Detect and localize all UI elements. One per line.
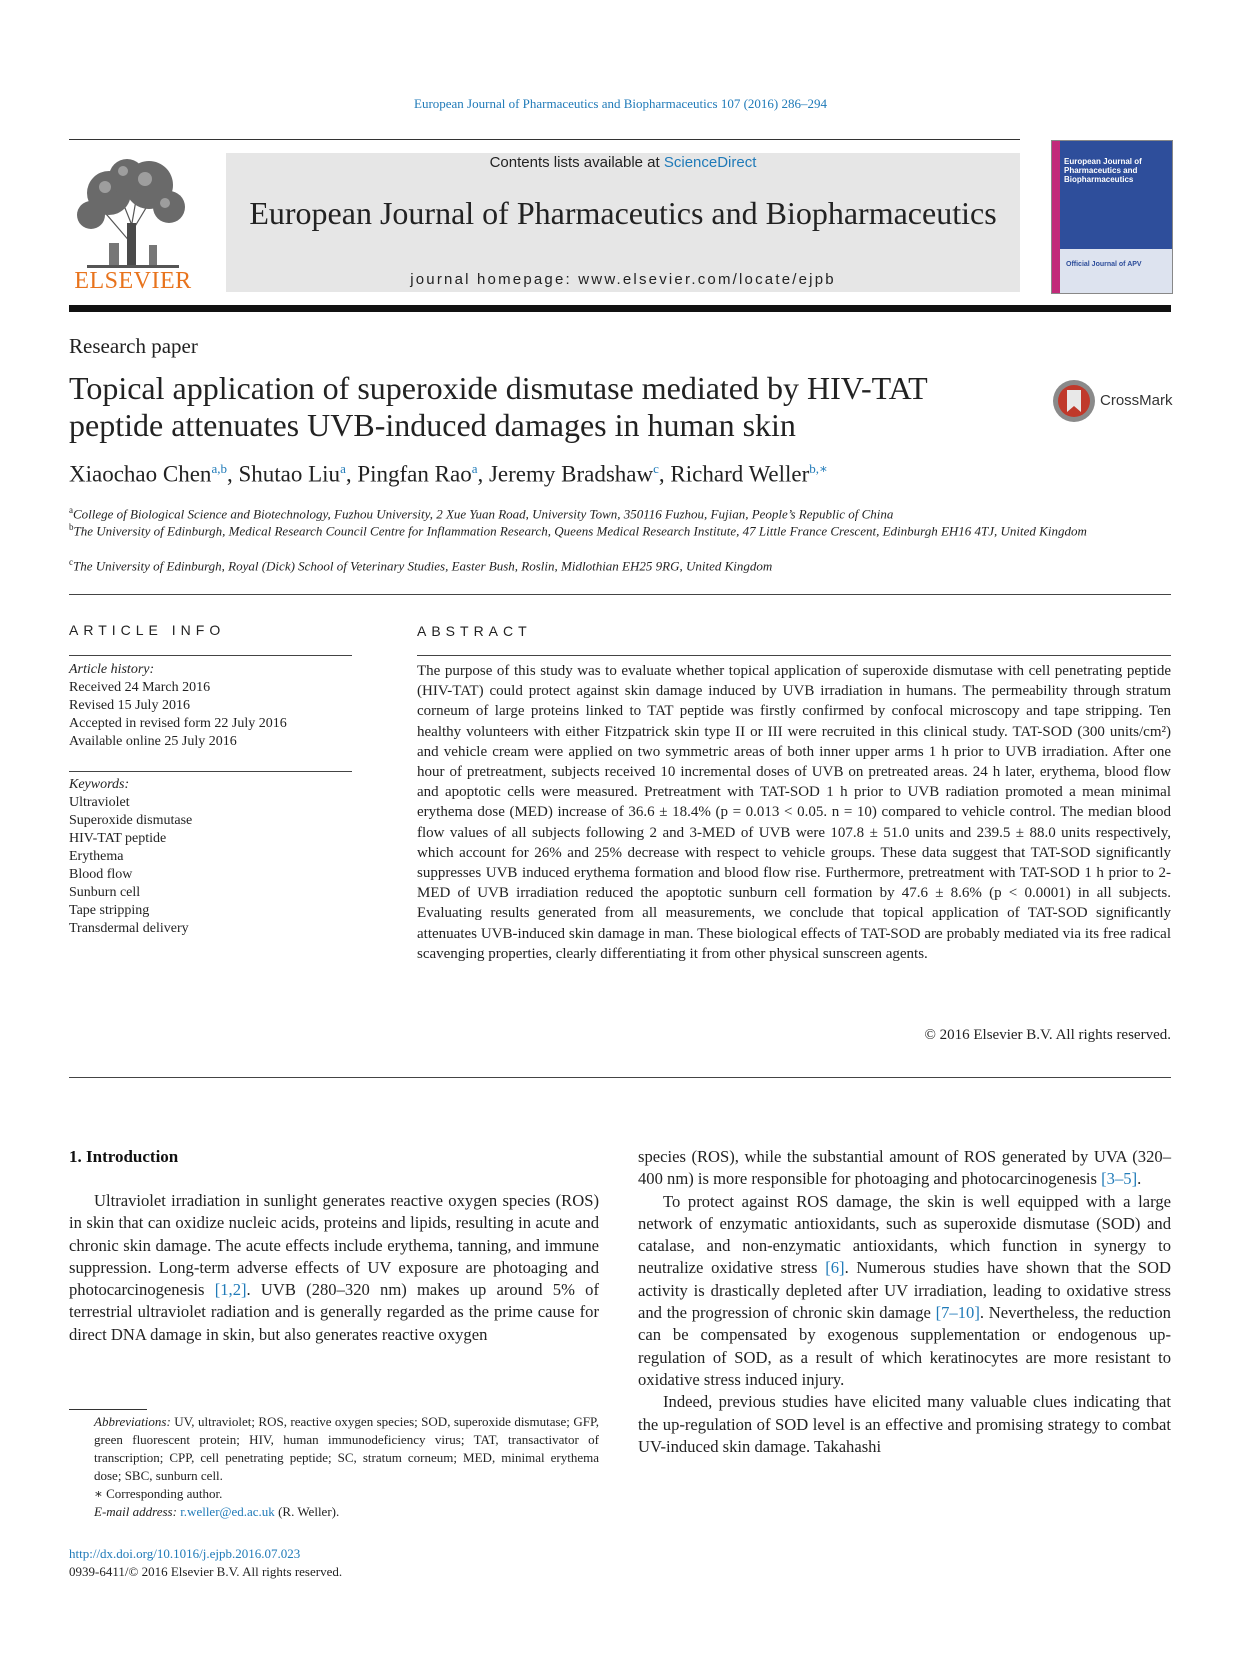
author-list: Xiaochao Chen$^{a,b}$, Shutao Liu$^a$, Pingfan Rao$^a$, Jeremy Bradshaw$^c$, Richard Weller$^{b,∗}$ (69, 461, 828, 487)
contents-line (226, 154, 1020, 171)
history-label: Article history: (69, 662, 155, 677)
author-affiliation-mark[interactable]: c (653, 461, 659, 476)
keyword: Tape stripping (69, 903, 150, 918)
keyword: Superoxide dismutase (69, 813, 193, 828)
cover-apv-label (1066, 261, 1142, 268)
paragraph (638, 1146, 1171, 1191)
keyword: Ultraviolet (69, 795, 130, 810)
paragraph-text: To protect against ROS damage, the skin is well equipped with a large network of enzymatic antioxidants, such as superoxide dismutase (SOD) and catalase, and non-enzymatic antioxidants, which function in synergy to neutralize oxidative stress (638, 1191, 1171, 1278)
abstract-heading: ABSTRACT (417, 623, 532, 639)
footnote-rule (69, 1409, 147, 1410)
abstract-copyright: © 2016 Elsevier B.V. All rights reserved. (924, 1027, 1171, 1043)
introduction-heading: 1. Introduction (69, 1147, 179, 1166)
author-affiliation-mark[interactable]: b,∗ (809, 461, 828, 476)
paragraph: Indeed, previous studies have elicited many valuable clues indicating that the up-regulation of SOD level is an effective and promising strategy to combat UV-induced skin damage. Takahashi (638, 1392, 1171, 1456)
citation-link[interactable]: [6] (825, 1258, 845, 1278)
header-thick-rule (69, 305, 1171, 312)
paragraph-text: . Nevertheless, the reduction can be compensated by exogenous supplementation or endogenous up-regulation of SOD, as a result of which keratinocytes are more resistant to oxidative stress induced injury. (638, 1303, 1171, 1389)
paragraph (638, 1191, 1171, 1392)
article-history (69, 661, 352, 751)
abbreviations-label: Abbreviations: (94, 1414, 171, 1429)
journal-reference-link[interactable]: European Journal of Pharmaceutics and Biopharmaceutics 107 (2016) 286–294 (414, 96, 827, 111)
history-item: Revised 15 July 2016 (69, 698, 190, 713)
keyword: Transdermal delivery (69, 921, 189, 936)
email-label: E-mail address: (94, 1504, 177, 1519)
abbreviations-footnote (69, 1413, 599, 1485)
abstract-rule (417, 655, 1171, 656)
affiliation-mark: b (69, 522, 74, 532)
homepage-url[interactable]: www.elsevier.com/locate/ejpb (578, 271, 836, 288)
journal-homepage (226, 271, 1020, 288)
affiliation-mark: c (69, 557, 73, 567)
body-column-left (69, 1190, 599, 1346)
email-note (69, 1503, 599, 1521)
crossmark-label[interactable]: CrossMark (1100, 392, 1173, 409)
article-info-rule (69, 655, 352, 656)
abstract-end-rule (69, 1077, 1171, 1078)
paragraph-text: . UVB (280–320 nm) makes up around 5% of terrestrial ultraviolet radiation and is generally regarded as the prime cause for direct DNA damage in skin, but also generates reactive oxygen (69, 1280, 599, 1344)
paragraph-text: . Numerous studies have shown that the SOD activity is drastically depleted after UV irradiation, leading to oxidative stress and the progression of chronic skin damage (638, 1258, 1171, 1323)
keyword: HIV-TAT peptide (69, 831, 167, 846)
author-name[interactable]: Richard Weller (670, 461, 810, 487)
article-info-heading: ARTICLE INFO (69, 622, 226, 638)
footnotes (69, 1413, 599, 1521)
abstract-text: The purpose of this study was to evaluate whether topical application of superoxide dismutase with cell penetrating peptide (HIV-TAT) could protect against skin damage induced by UVB irradiation in humans. The permeability through stratum corneum of large proteins linked to TAT peptide was firstly confirmed by confocal microscopy and tape stripping. Ten healthy volunteers with either Fitzpatrick skin type II or III were recruited in this clinical study. TAT-SOD (300 units/cm²) and vehicle cream were applied on two symmetric areas of both inner upper arms 1 h prior to UVB irradiation. After one hour of pretreatment, subjects received 10 incremental doses of UVB on pretreated areas. 24 h later, erythema, blood flow and apoptotic cells were measured. Pretreatment with TAT-SOD 1 h prior to UVB radiation promoted a mean minimal erythema dose (MED) increase of 36.6 ± 18.4% (p = 0.013 < 0.05. n = 10) compared to vehicle control. The median blood flow values of all subjects following 2 and 3-MED of UVB were 107.8 ± 51.0 units and 239.5 ± 88.0 units respectively, which account for 26% and 25% decrease with respect to vehicle groups. These data suggest that TAT-SOD significantly suppresses UVB induced erythema formation and blood flow rise. Furthermore, pretreatment with TAT-SOD 1 h prior to 2-MED of UVB irradiation reduced the apoptotic sunburn cell formation by 47.6 ± 8.6% (p < 0.0001) in all subjects. Evaluating results generated from all measurements, we conclude that topical application of TAT-SOD significantly attenuates UVB-induced skin damage in man. These biological effects of TAT-SOD are probably mediated via its free radical scavenging properties, clearly differentiating it from other physical sunscreen agents. (417, 663, 1171, 962)
email-suffix: (R. Weller). (274, 1504, 340, 1519)
paragraph (69, 1190, 599, 1346)
email-link[interactable]: r.weller@ed.ac.uk (180, 1504, 275, 1519)
cover-apv: APV (1127, 261, 1142, 268)
author-name[interactable]: Shutao Liu (238, 461, 341, 487)
affiliation (69, 519, 1171, 539)
affiliation-mark: a (69, 505, 73, 515)
keyword: Sunburn cell (69, 885, 141, 900)
title-line-2: peptide attenuates UVB-induced damages in human skin (69, 407, 796, 443)
journal-name: European Journal of Pharmaceutics and Biopharmaceutics (249, 195, 997, 231)
citation-link[interactable]: [7–10] (935, 1303, 980, 1323)
article-title (69, 370, 999, 444)
history-item: Received 24 March 2016 (69, 680, 211, 695)
history-item: Available online 25 July 2016 (69, 734, 237, 749)
article-type: Research paper (69, 334, 198, 358)
affiliation-text: The University of Edinburgh, Royal (Dick) School of Veterinary Studies, Easter Bush, Roslin, Midlothian EH25 9RG, United Kingdom (73, 558, 773, 574)
author-affiliation-mark[interactable]: a (471, 461, 478, 476)
homepage-prefix: journal homepage: (410, 271, 579, 288)
affiliation-text: College of Biological Science and Biotechnology, Fuzhou University, 2 Xue Yuan Road, University Town, 350116 Fuzhou, Fujian, People’s Republic of China (73, 506, 894, 522)
corresponding-author-note: ∗ Corresponding author. (94, 1486, 223, 1501)
publisher-name: ELSEVIER (74, 268, 192, 294)
journal-cover-image (1051, 140, 1173, 294)
history-item: Accepted in revised form 22 July 2016 (69, 716, 287, 731)
keywords (69, 776, 352, 938)
keyword: Erythema (69, 849, 124, 864)
keywords-label: Keywords: (69, 777, 130, 792)
affiliation-text: The University of Edinburgh, Medical Research Council Centre for Inflammation Research, Queens Medical Research Institute, 47 Little France Crescent, Edinburgh EH16 4TJ, United Kingdom (73, 523, 1087, 539)
author-name[interactable]: Xiaochao Chen (69, 461, 212, 487)
section-rule (69, 594, 1171, 595)
cover-small-text: Official Journal of (1066, 261, 1126, 268)
author-affiliation-mark[interactable]: a,b (211, 461, 227, 476)
doi-link[interactable]: http://dx.doi.org/10.1016/j.ejpb.2016.07.023 (69, 1546, 301, 1561)
issn-copyright: 0939-6411/© 2016 Elsevier B.V. All rights reserved. (69, 1564, 343, 1579)
author-affiliation-mark[interactable]: a (340, 461, 346, 476)
citation-link[interactable]: [3–5] (1101, 1169, 1138, 1189)
title-line-1: Topical application of superoxide dismutase mediated by HIV-TAT (69, 370, 928, 406)
top-rule (69, 139, 1020, 140)
paragraph-text: species (ROS), while the substantial amount of ROS generated by UVA (320–400 nm) is more responsible for photoaging and photocarcinogenesis (638, 1147, 1171, 1189)
cover-accent-bar (1052, 141, 1060, 293)
cover-title: European Journal of Pharmaceutics and Biopharmaceutics (1064, 157, 1142, 184)
keywords-rule (69, 771, 352, 772)
body-column-right (638, 1146, 1171, 1458)
sciencedirect-link[interactable]: ScienceDirect (663, 154, 757, 171)
author-name[interactable]: Jeremy Bradshaw (488, 461, 654, 487)
keyword: Blood flow (69, 867, 133, 882)
paragraph-text: . (1137, 1169, 1142, 1189)
paragraph-text: Ultraviolet irradiation in sunlight generates reactive oxygen species (ROS) in skin that can oxidize nucleic acids, proteins and lipids, resulting in acute and chronic skin damage. The acute effects include erythema, tanning, and immune suppression. Long-term adverse effects of UV exposure are photoaging and photocarcinogenesis (69, 1191, 599, 1300)
citation-link[interactable]: [1,2] (214, 1280, 247, 1300)
abbreviations-text: UV, ultraviolet; ROS, reactive oxygen species; SOD, superoxide dismutase; GFP, green fluorescent protein; HIV, human immunodeficiency virus; TAT, transactivator of transcription; CPP, cell penetrating peptide; SC, stratum corneum; MED, minimal erythema dose; SBC, sunburn cell. (94, 1414, 599, 1483)
affiliation (69, 554, 1171, 574)
contents-prefix: Contents lists available at (489, 154, 664, 171)
author-name[interactable]: Pingfan Rao (357, 461, 472, 487)
cover-lower-panel (1060, 249, 1172, 293)
